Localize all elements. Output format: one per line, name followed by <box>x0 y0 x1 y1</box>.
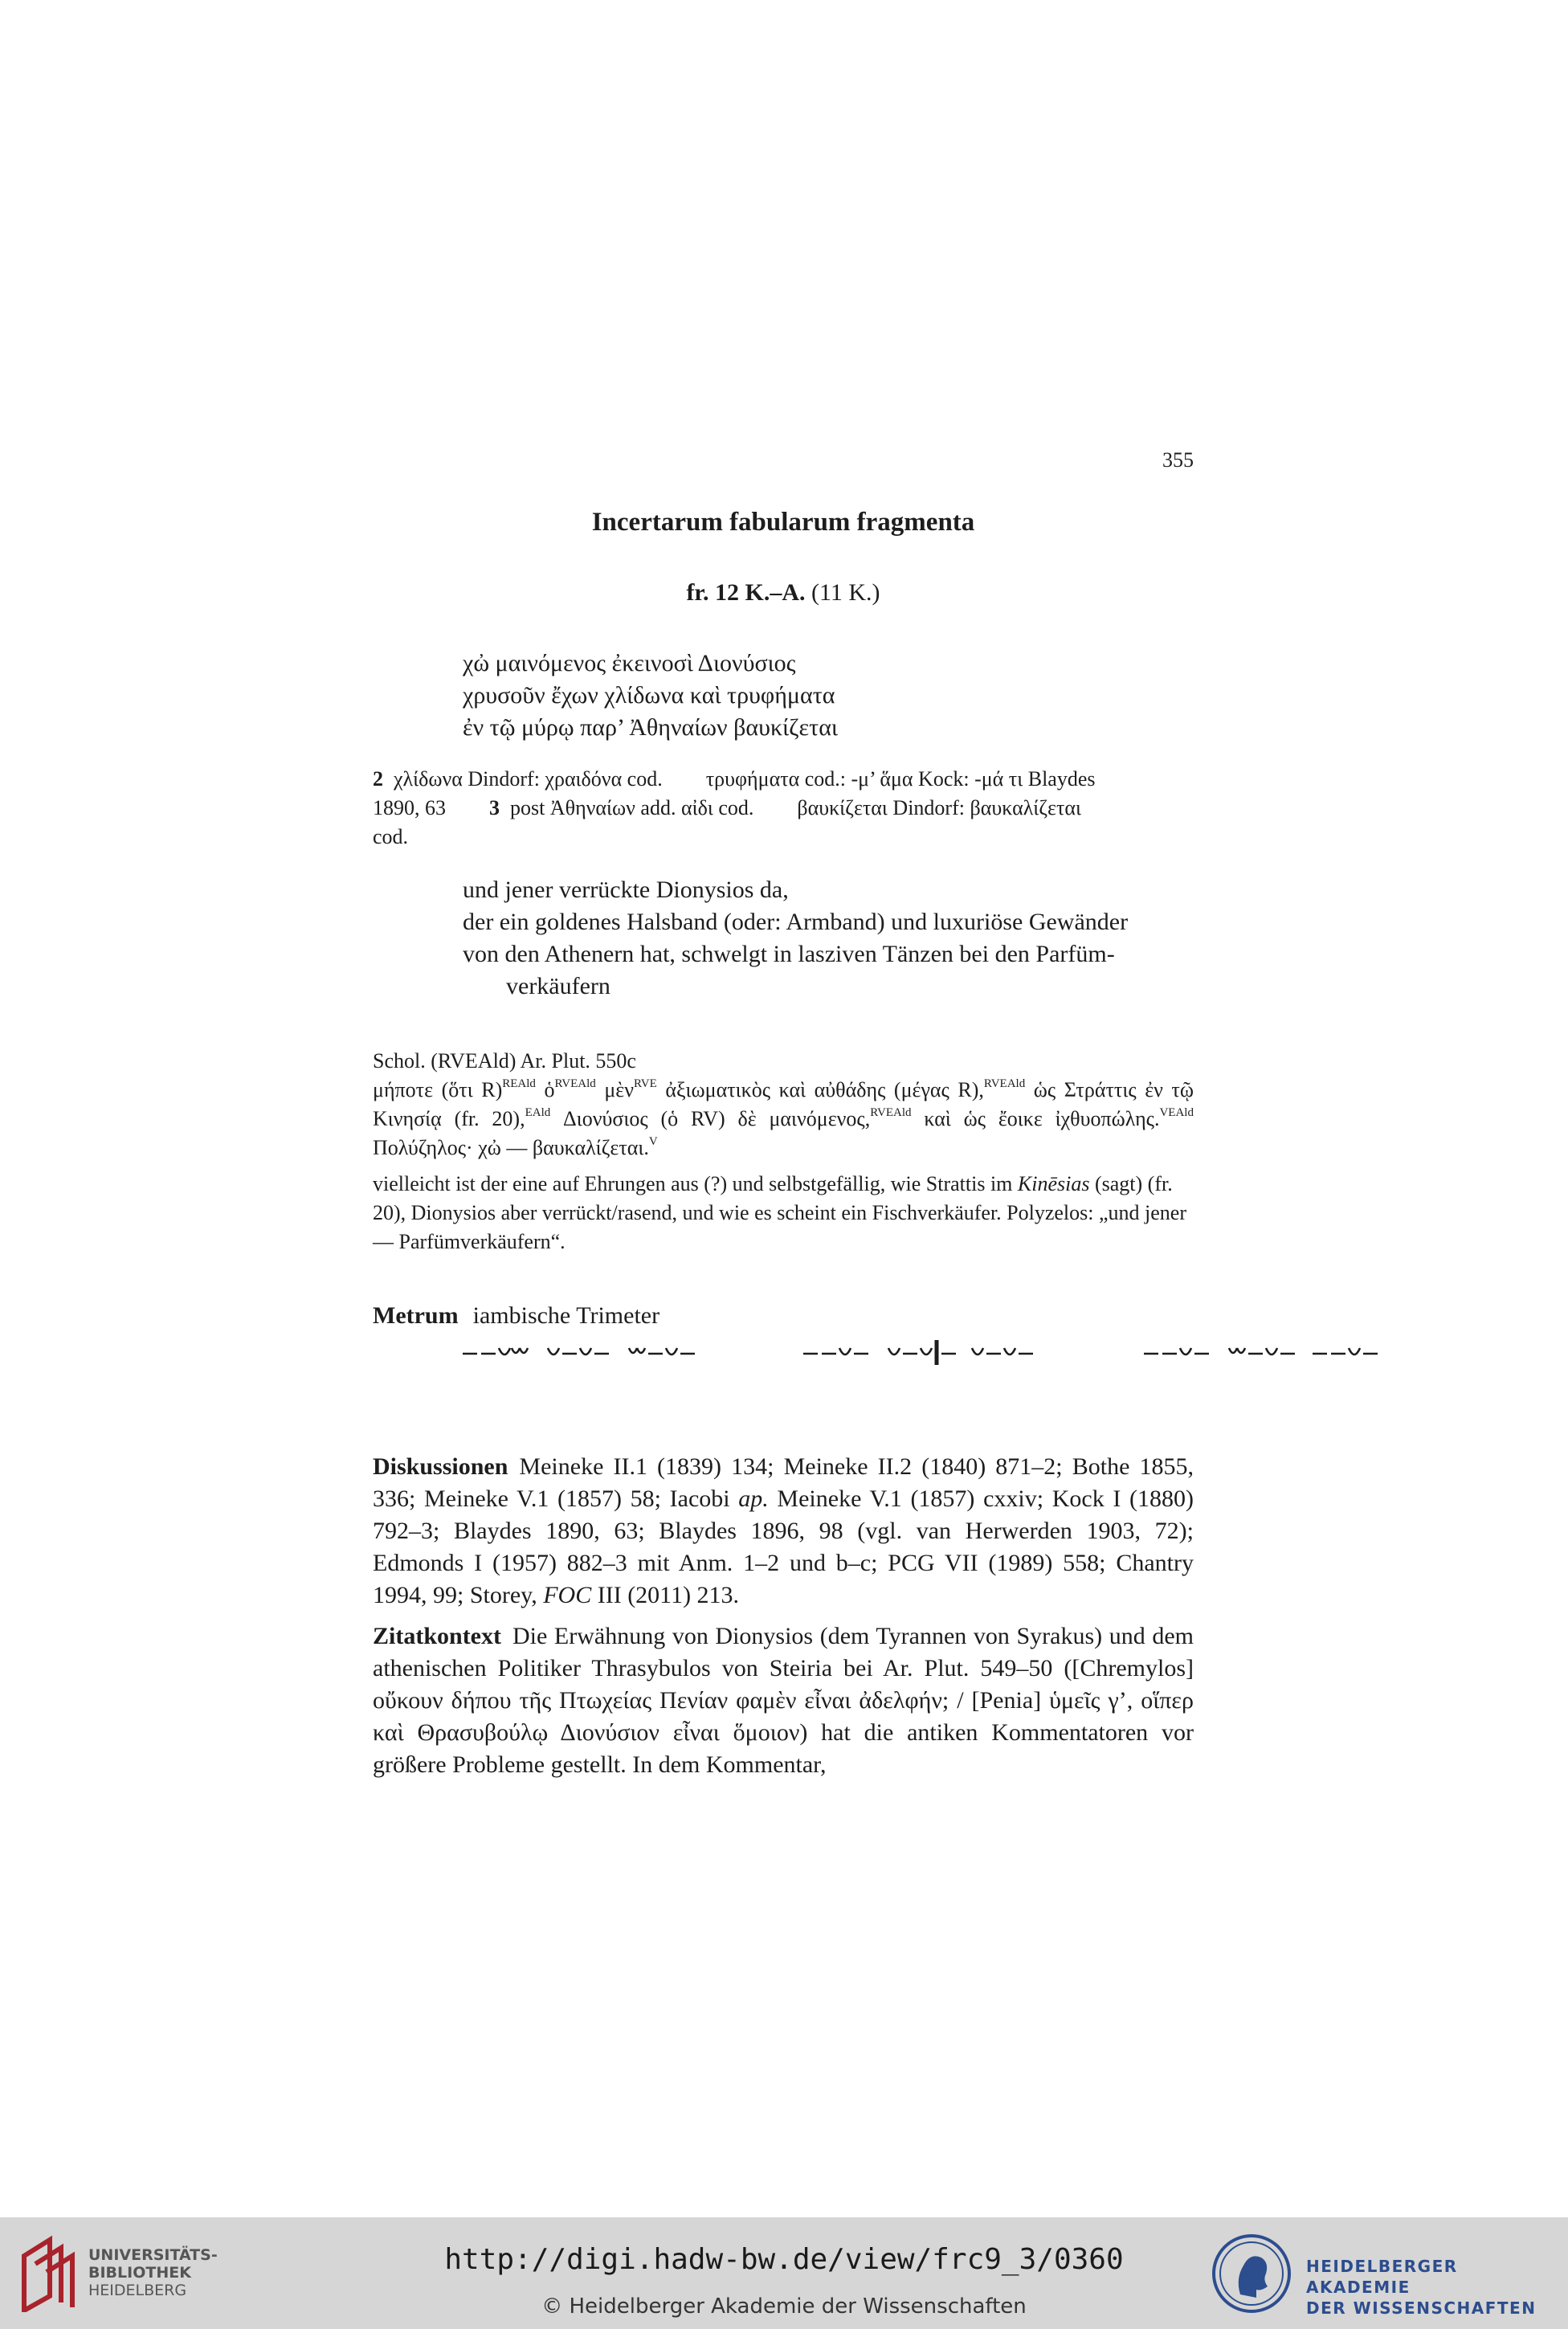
scholion-segment: Διονύσιος (ὁ RV) δὲ μαινόμενος, <box>550 1107 871 1130</box>
apparatus-entry: χλίδωνα Dindorf: χραιδόνα cod. <box>394 767 663 791</box>
metrical-scheme-line <box>463 1336 800 1371</box>
translation <box>463 874 1194 1003</box>
apparatus-line-number: 3 <box>489 796 500 819</box>
greek-line: χὠ μαινόμενος ἐκεινοσὶ Διονύσιος <box>463 650 796 676</box>
section-title: Incertarum fabularum fragmenta <box>591 508 975 537</box>
diskussionen-italic: FOC <box>543 1582 592 1608</box>
apparatus-line <box>373 794 1194 823</box>
copyright-notice: © Heidelberger Akademie der Wissenschaften <box>541 2294 1027 2319</box>
permalink-url[interactable]: http://digi.hadw-bw.de/view/frc9_3/0360 <box>444 2243 1124 2276</box>
apparatus-entry: post Ἀθηναίων add. αἰδι cod. <box>510 796 754 819</box>
translation-line: verkäufern <box>506 973 610 999</box>
page-number: 355 <box>1162 448 1194 472</box>
apparatus-line <box>373 765 1194 794</box>
metrum-text: iambische Trimeter <box>472 1302 660 1329</box>
manuscript-siglum: RVE <box>633 1077 657 1090</box>
diskussionen-text: III (2011) 213. <box>591 1582 740 1608</box>
greek-text <box>463 648 838 744</box>
diskussionen-label: Diskussionen <box>373 1453 508 1480</box>
academy-line: HEIDELBERGER AKADEMIE <box>1306 2257 1458 2297</box>
diskussionen-italic: ap. <box>738 1485 769 1512</box>
apparatus-entry: 1890, 63 <box>373 796 446 819</box>
metrical-scheme <box>463 1336 1481 1375</box>
diskussionen-text: Meineke V.1 (1857) cxxiv; Kock I (1880) 792–3; Blaydes 1890, 63; Blaydes 1896, 98 (vgl. van Herwerden 1903, 72); Edmonds I (1957) 882–3 mit Anm. 1–2 und b–c; PCG VII (1989) 558; Chantry 1994, 99; Storey, <box>373 1485 1194 1608</box>
translation-line: der ein goldenes Halsband (oder: Armband) und luxuriöse Gewänder <box>463 909 1129 935</box>
translation-line: von den Athenern hat, schwelgt in lasziven Tänzen bei den Parfüm- <box>463 941 1115 967</box>
ub-line: BIBLIOTHEK <box>88 2264 191 2282</box>
zitatkontext-text: Die Erwähnung von Dionysios (dem Tyrannen von Syrakus) und dem athenischen Politiker Thrasybulos von Steiria bei Ar. Plut. 549–50 ([Chremylos] οὔκουν δήπου τῆς Πτωχείας Πενίαν φαμὲν εἶναι ἀδελφήν; / [Penia] ὑμεῖς γ’, οἵπερ καὶ Θρασυβούλῳ Διονύσιον εἶναι ὅμοιον) hat die antiken Kommentatoren vor größere Probleme gestellt. In dem Kommentar, <box>373 1623 1194 1778</box>
scholion-translation-segment: (sagt) (fr. 20), Dionysios aber verrückt/rasend, und wie es scheint ein Fischverkäufer. Polyzelos: „und jener — Parfümverkäufern“. <box>373 1172 1186 1253</box>
scholion-segment: ὡς Στράττις ἐν τῷ Κινησίᾳ (fr. 20), <box>373 1078 1194 1130</box>
apparatus-entry: βαυκίζεται Dindorf: βαυκαλίζεται <box>797 796 1082 819</box>
play-title: Kinēsias <box>1017 1172 1090 1195</box>
scholion-translation <box>373 1170 1194 1256</box>
apparatus-entry: cod. <box>373 825 409 848</box>
manuscript-siglum: RVEAld <box>983 1077 1026 1090</box>
manuscript-siglum: VEAld <box>1159 1106 1194 1119</box>
translation-line: und jener verrückte Dionysios da, <box>463 876 789 903</box>
apparatus-entry: τρυφήματα cod.: -μ’ ἅμα Kock: -μά τι Blaydes <box>705 767 1096 791</box>
diskussionen-section <box>373 1451 1194 1612</box>
manuscript-siglum: REAld <box>502 1077 536 1090</box>
scholion-segment: ὁ <box>535 1078 555 1101</box>
greek-line: ἐν τῷ μύρῳ παρ’ Ἀθηναίων βαυκίζεται <box>463 714 838 741</box>
manuscript-siglum: V <box>648 1135 658 1148</box>
metrum-section <box>373 1302 659 1330</box>
manuscript-siglum: RVEAld <box>870 1106 912 1119</box>
fragment-heading <box>373 579 1194 607</box>
critical-apparatus <box>373 765 1194 852</box>
academy-seal-icon[interactable] <box>1211 2233 1292 2314</box>
fragment-label: fr. 12 K.–A. <box>686 579 806 606</box>
scholion-text <box>373 1076 1194 1162</box>
scholion-segment: Πολύζηλος· χὠ — βαυκαλίζεται. <box>373 1136 649 1159</box>
metrum-label: Metrum <box>373 1302 459 1329</box>
metrical-scheme-line <box>803 1336 1141 1371</box>
apparatus-line <box>373 823 1194 852</box>
scholion-heading: Schol. (RVEAld) Ar. Plut. 550c <box>373 1049 636 1073</box>
academy-line: DER WISSENSCHAFTEN <box>1306 2298 1537 2318</box>
manuscript-siglum: RVEAld <box>554 1077 596 1090</box>
ub-line: UNIVERSITÄTS- <box>88 2246 218 2264</box>
fragment-alt-number: (11 K.) <box>811 579 880 606</box>
zitatkontext-label: Zitatkontext <box>373 1623 501 1649</box>
scholion-segment: μὲν <box>595 1078 634 1101</box>
greek-line: χρυσοῦν ἔχων χλίδωνα καὶ τρυφήματα <box>463 682 835 709</box>
scholion-segment: καὶ ὡς ἔοικε ἰχθυοπώλης. <box>911 1107 1160 1130</box>
viewer-footer <box>0 2217 1568 2329</box>
manuscript-siglum: EAld <box>525 1106 551 1119</box>
academy-name <box>1306 2256 1568 2319</box>
ub-line: HEIDELBERG <box>88 2282 187 2299</box>
scholion-segment: ἀξιωματικὸς καὶ αὐθάδης (μέγας R), <box>656 1078 984 1101</box>
metrical-scheme-line <box>1144 1336 1481 1371</box>
scholion-translation-segment: vielleicht ist der eine auf Ehrungen aus (?) und selbstgefällig, wie Strattis im <box>373 1172 1018 1195</box>
apparatus-line-number: 2 <box>373 767 383 791</box>
diskussionen-text: Meineke II.1 (1839) 134; Meineke II.2 (1840) 871–2; Bothe 1855, 336; Meineke V.1 (1857) 58; Iacobi <box>373 1453 1194 1512</box>
zitatkontext-section <box>373 1620 1194 1781</box>
scholion-segment: μήποτε (ὅτι R) <box>373 1078 503 1101</box>
